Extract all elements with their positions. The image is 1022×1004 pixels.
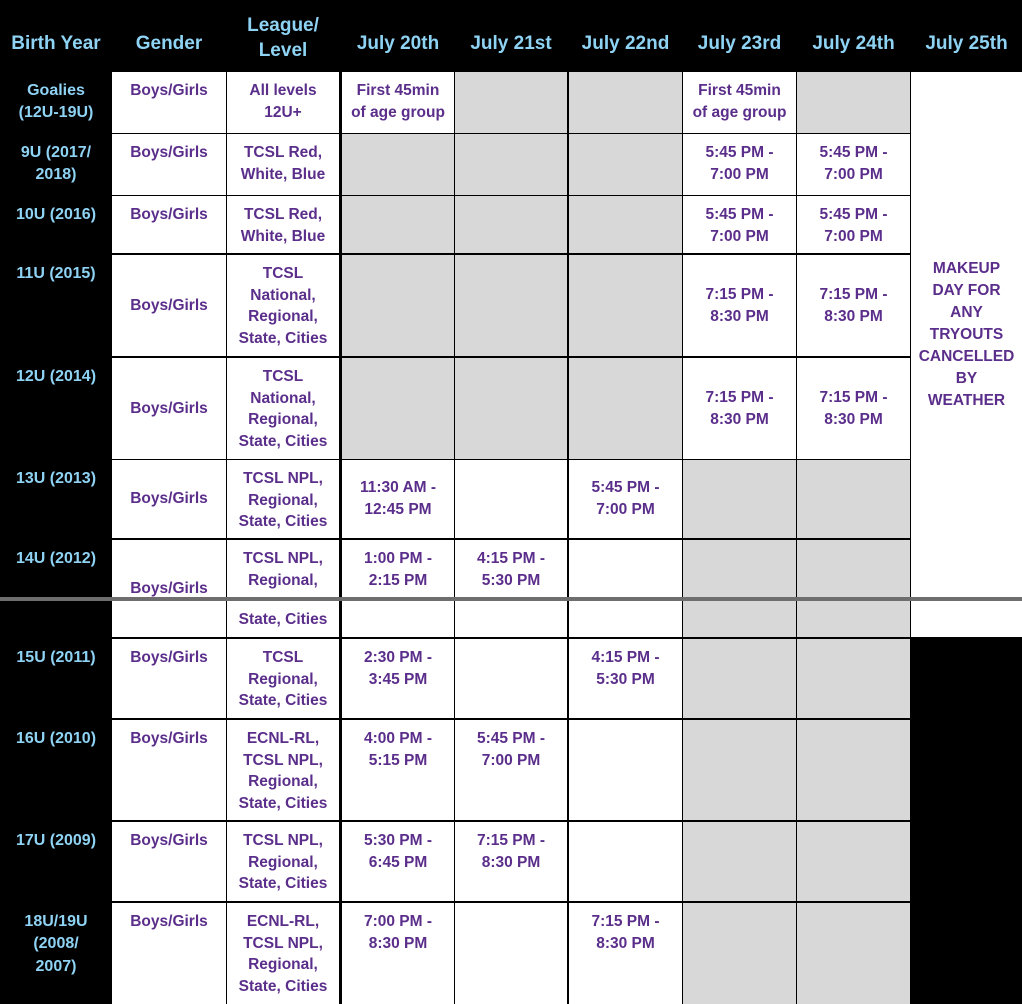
schedule-cell <box>797 822 910 901</box>
schedule-cell: 11:30 AM - 12:45 PM <box>342 460 454 538</box>
makeup-day-note: MAKEUP DAY FOR ANY TRYOUTS CANCELLED BY WEATHER <box>911 72 1022 597</box>
schedule-cell <box>455 903 567 1004</box>
row-league-level: All levels 12U+ <box>227 72 339 133</box>
header-league-level: League/ Level <box>247 15 319 61</box>
schedule-cell <box>683 601 796 637</box>
schedule-cell: 2:30 PM - 3:45 PM <box>342 639 454 718</box>
schedule-cell <box>569 540 682 597</box>
row-league-level: State, Cities <box>227 601 339 637</box>
schedule-cell <box>569 822 682 901</box>
schedule-cell <box>455 639 567 718</box>
row-gender: Boys/Girls <box>112 460 226 538</box>
header-gender: Gender <box>135 32 203 54</box>
row-birth-year: 15U (2011) <box>16 649 96 666</box>
schedule-cell: 4:15 PM - 5:30 PM <box>569 639 682 718</box>
schedule-cell <box>683 540 796 597</box>
row-birth-year: 17U (2009) <box>15 832 97 849</box>
schedule-cell <box>797 601 910 637</box>
row-gender: Boys/Girls <box>112 134 226 195</box>
schedule-cell <box>455 255 567 356</box>
row-league-level: TCSL National, Regional, State, Cities <box>227 255 339 356</box>
schedule-cell: 5:45 PM - 7:00 PM <box>683 134 796 195</box>
schedule-cell: 7:00 PM - 8:30 PM <box>342 903 454 1004</box>
schedule-cell: 5:45 PM - 7:00 PM <box>797 134 910 195</box>
row-league-level: ECNL-RL, TCSL NPL, Regional, State, Cities <box>227 720 339 820</box>
row-birth-year: 10U (2016) <box>15 206 97 223</box>
schedule-cell <box>797 460 910 538</box>
schedule-cell <box>455 196 567 253</box>
header-july-22: July 22nd <box>581 32 670 54</box>
header-july-25: July 25th <box>925 32 1008 54</box>
row-gender: Boys/Girls <box>112 358 226 459</box>
schedule-cell <box>342 196 454 253</box>
schedule-cell <box>683 720 796 820</box>
row-birth-year: 18U/19U (2008/ 2007) <box>24 913 88 975</box>
schedule-cell <box>797 639 910 718</box>
row-league-level: TCSL NPL, Regional, State, Cities <box>227 460 339 538</box>
schedule-cell: 1:00 PM - 2:15 PM <box>342 540 454 597</box>
row-gender: Boys/Girls <box>112 196 226 253</box>
row-gender: Boys/Girls <box>112 720 226 820</box>
makeup-day-continuation <box>911 601 1022 637</box>
header-july-20: July 20th <box>356 32 440 54</box>
schedule-cell: 7:15 PM - 8:30 PM <box>683 358 796 459</box>
schedule-cell: 4:15 PM - 5:30 PM <box>455 540 567 597</box>
row-league-level: TCSL Red, White, Blue <box>227 134 339 195</box>
row-gender: Boys/Girls <box>112 822 226 901</box>
schedule-cell <box>455 460 567 538</box>
schedule-cell <box>455 601 567 637</box>
row-gender: Boys/Girls <box>112 255 226 356</box>
row-league-level: TCSL NPL, Regional, <box>227 540 339 597</box>
row-birth-year: 14U (2012) <box>15 550 97 567</box>
schedule-cell: First 45min of age group <box>342 72 454 133</box>
row-birth-year: 16U (2010) <box>15 730 97 747</box>
row-birth-year: 11U (2015) <box>16 265 96 282</box>
row-birth-year: Goalies (12U-19U) <box>18 82 94 122</box>
row-gender: Boys/Girls <box>112 639 226 718</box>
schedule-cell: 7:15 PM - 8:30 PM <box>569 903 682 1004</box>
schedule-cell <box>455 358 567 459</box>
header-birth-year: Birth Year <box>11 32 101 54</box>
schedule-cell <box>455 72 567 133</box>
schedule-cell: 7:15 PM - 8:30 PM <box>797 255 910 356</box>
schedule-cell <box>569 196 682 253</box>
page-break-divider <box>0 597 1022 601</box>
schedule-cell <box>683 903 796 1004</box>
schedule-cell <box>797 72 910 133</box>
row-league-level: TCSL Regional, State, Cities <box>227 639 339 718</box>
schedule-cell: 7:15 PM - 8:30 PM <box>797 358 910 459</box>
schedule-cell <box>797 540 910 597</box>
schedule-cell <box>342 358 454 459</box>
header-july-21: July 21st <box>470 32 552 54</box>
schedule-cell <box>569 255 682 356</box>
schedule-cell <box>797 720 910 820</box>
schedule-cell: First 45min of age group <box>683 72 796 133</box>
row-gender <box>112 601 226 637</box>
schedule-cell <box>569 134 682 195</box>
schedule-cell: 5:45 PM - 7:00 PM <box>797 196 910 253</box>
schedule-cell <box>569 601 682 637</box>
schedule-cell: 4:00 PM - 5:15 PM <box>342 720 454 820</box>
row-league-level: TCSL NPL, Regional, State, Cities <box>227 822 339 901</box>
row-birth-year: 12U (2014) <box>15 368 97 385</box>
schedule-cell: 5:45 PM - 7:00 PM <box>455 720 567 820</box>
schedule-cell: 7:15 PM - 8:30 PM <box>455 822 567 901</box>
schedule-cell <box>569 358 682 459</box>
column-separator <box>339 72 342 1004</box>
schedule-cell <box>683 460 796 538</box>
row-gender: Boys/Girls <box>112 72 226 133</box>
schedule-cell <box>797 903 910 1004</box>
row-gender: Boys/Girls <box>112 903 226 1004</box>
schedule-cell <box>683 639 796 718</box>
schedule-cell <box>342 255 454 356</box>
header-july-23: July 23rd <box>697 32 782 54</box>
row-league-level: TCSL Red, White, Blue <box>227 196 339 253</box>
schedule-cell: 5:45 PM - 7:00 PM <box>569 460 682 538</box>
schedule-cell <box>569 72 682 133</box>
schedule-cell: 5:45 PM - 7:00 PM <box>683 196 796 253</box>
row-gender: Boys/Girls <box>112 540 226 597</box>
row-league-level: TCSL National, Regional, State, Cities <box>227 358 339 459</box>
header-july-24: July 24th <box>812 32 895 54</box>
schedule-cell <box>342 134 454 195</box>
row-birth-year: 9U (2017/ 2018) <box>20 144 92 184</box>
schedule-cell <box>455 134 567 195</box>
row-birth-year <box>0 601 112 637</box>
schedule-cell: 7:15 PM - 8:30 PM <box>683 255 796 356</box>
row-league-level: ECNL-RL, TCSL NPL, Regional, State, Cities <box>227 903 339 1004</box>
schedule-cell: 5:30 PM - 6:45 PM <box>342 822 454 901</box>
schedule-cell <box>342 601 454 637</box>
schedule-cell <box>569 720 682 820</box>
schedule-cell <box>683 822 796 901</box>
row-birth-year: 13U (2013) <box>15 470 97 487</box>
